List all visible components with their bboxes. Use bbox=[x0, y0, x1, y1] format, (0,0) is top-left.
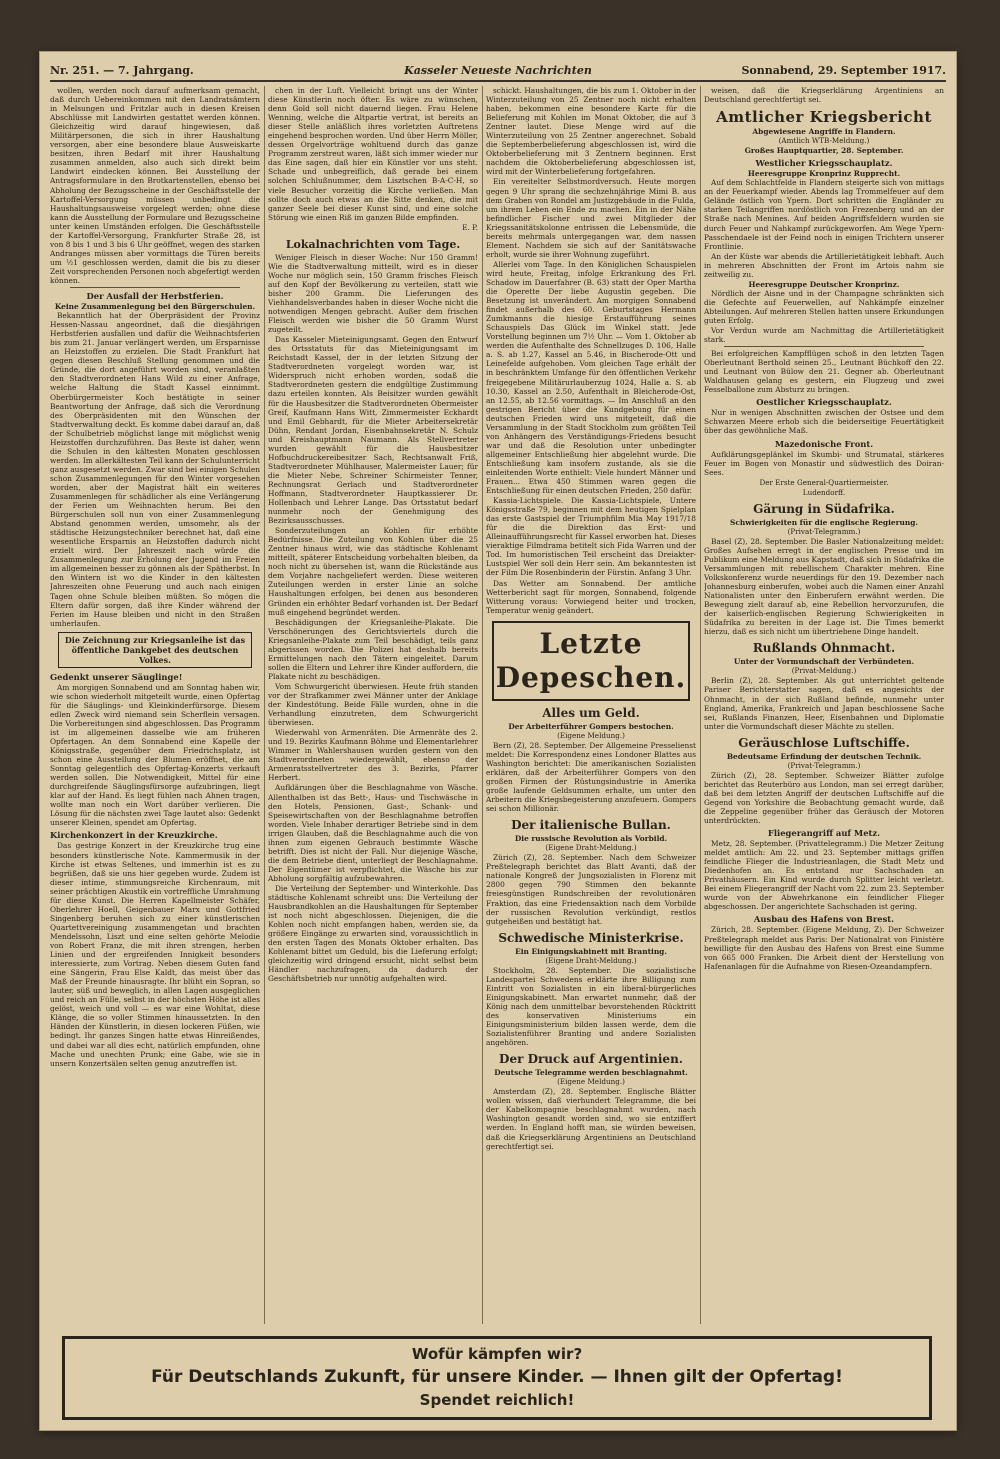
article-paragraph: Bekanntlich hat der Oberpräsident der Provinz Hessen-Nassau angeordnet, daß die diesjährigen Herbstferien ausfallen und dafür die Weihnachtsferien bis zum 21. Januar verlängert werden, um Ersparnisse an Heizstoffen zu erzielen. Die Stadt Frankfurt hat gegen diesen Beschluß Stellung genommen und die Gründe, die dort angeführt worden sind, veranlaßten den Stadtverordneten Hans Wild zu einer Anfrage, welche Haltung die Stadt Kassel einnimmt. Oberbürgermeister Koch bestätigte in seiner Beantwortung der Anfrage, daß sich die Verordnung des Oberpräsidenten mit den Wünschen der Stadtverwaltung deckt. Es komme dabei darauf an, daß der Schulbetrieb möglichst lange mit möglichst wenig Heizstoffen durchzuführen. Das Beste ist daher, wenn die Schulen in den kältesten Monaten geschlossen werden. Im allerkältesten Teil kann der Schulunterricht ganz ausgesetzt werden. Zwar sind bei einigen Schulen schon Zusammenlegungen für den Winter vorgesehen worden, aber der Magistrat hält ein weiteres Zusammenlegen für schädlicher als eine Verlängerung der Ferien um Weihnachten herum. Bei den Bürgerschulen soll nun von einer Zusammenlegung Abstand genommen werden, umsomehr, als der städtische Heizungstechniker berechnet hat, daß eine wesentliche Ersparnis an Heizstoffen dadurch nicht erzielt wird. Der Jahreszeit nach würde die Zusammenlegung zur Erholung der Jugend im Freien im allgemeinen besser zu gönnen als der Spätherbst. In den Wintern ist wo die Kinder in den kältesten Jahreszeiten ohne Feuerung und auch nach einigen Tagen ohne Schule bleiben müßten. So mögen die Eltern dafür sorgen, daß ihre Kinder während der Ferien im Hause bleiben und nicht in den Straßen umherlaufen. bbox=[50, 311, 260, 628]
article-paragraph: Nur in wenigen Abschnitten zwischen der Ostsee und dem Schwarzen Meere erhob sich die beiderseitige Feuertätigkeit über das gewöhnliche Maß. bbox=[704, 408, 944, 436]
headline-mazedonische-front: Mazedonische Front. bbox=[774, 438, 874, 449]
issue-date: Sonnabend, 29. September 1917. bbox=[741, 64, 946, 77]
article-paragraph: Basel (Z), 28. September. Die Basler Nationalzeitung meldet: Großes Aufsehen erregt in der englischen Presse und im Publikum eine Meldung aus Kapstadt, daß sich in Südafrika die Versammlungen mit rebellischem Charakter mehren. Eine Volkskonferenz wurde neuerdings für den 19. Dezember nach Johannesburg einberufen, wobei auch die Namen einer Anzahl Nationalisten unter den Einberufern erwähnt werden. Die Bewegung zielt darauf ab, eine Rebellion hervorzurufen, die der kaiserlich-englischen Regierung Schwierigkeiten in Südafrika zu bereiten in der Lage ist. Die Times bemerkt hierzu, daß es sich nicht um übertriebene Dinge handelt. bbox=[704, 536, 944, 637]
article-paragraph: Weniger Fleisch in dieser Woche: Nur 150 Gramm! Wie die Stadtverwaltung mitteilt, wird es in dieser Woche nur möglich sein, 150 Gramm frisches Fleisch auf den Kopf der Bevölkerung zu verteilen, statt wie bisher 200 Gramm. Die Lieferungen des Viehhandelsverbandes haben in dieser Woche nicht die notwendigen Mengen gebracht. Außer dem frischen Fleisch werden wie bisher die 50 Gramm Wurst zugeteilt. bbox=[268, 252, 478, 335]
article-paragraph: Nördlich der Aisne und in der Champagne schränkten sich die Gefechte auf Feuerwellen, auf Nahkämpfe einzelner Abteilungen. Auf mehreren Stellen hatten unsere Erkundungen guten Erfolg. bbox=[704, 288, 944, 325]
article-paragraph: Metz, 28. September. (Privattelegramm.) Die Metzer Zeitung meldet amtlich: Am 22. und 23. September mittags griffen feindliche Flieger die Industrieanlagen, die Stadt Metz und Diedenhofen an. Es entstand nur Sachschaden an Privathäusern. Ein Kind wurde durch Splitter leicht verletzt. Bei einem Fliegerangriff der Nacht vom 22. zum 23. September wurde von der Abwehrkanone ein feindlicher Flieger abgeschossen. Der angerichtete Sachschaden ist gering. bbox=[704, 839, 944, 912]
article-paragraph: schickt. Haushaltungen, die bis zum 1. Oktober in der Winterzuteilung von 25 Zentner noch nicht erhalten haben, bekommen eine besondere Karte für die Belieferung mit Kohlen im Monat Oktober, die auf 3 Zentner lautet. Diese Menge wird auf die Winterzuteilung von 25 Zentner angerechnet. Sobald die Septemberbelieferung abgeschlossen ist, wird die Oktoberbelieferung mit 3 Zentnern beginnen. Erst nachdem die Oktoberbelieferung abgeschlossen ist, wird mit der Winterbelieferung fortgefahren. bbox=[486, 86, 696, 177]
signature-title: Der Erste General-Quartiermeister. bbox=[759, 477, 889, 487]
article-paragraph: Kassia-Lichtspiele. Die Kassia-Lichtspiele, Untere Königsstraße 79, beginnen mit dem heutigen Spielplan das erste Gastspiel der Triumphfilm Mia May 1917/18 für die die Direktion das Erst- und Alleinaufführungsrecht für Kassel erworben hat. Dieses vieraktige Filmdrama betitelt sich Fida Warren und der Tod. Im humoristischen Teil erscheint das Dreiakter-Lustspiel Wer soll dein Herr sein. Am bekanntesten ist der Film Die Rosenbinderin der Fürstin. Anfang 3 Uhr. bbox=[486, 496, 696, 578]
headline-russlands-ohnmacht: Rußlands Ohnmacht. bbox=[752, 641, 896, 656]
article-paragraph: Bern (Z), 28. September. Der Allgemeine Presselienst meldet: Die Korrespondenz eines Londoner Blattes aus Washington berichtet: Die amerikanischen Sozialisten erklären, daß der Arbeiterführer Gompers von den großen Firmen der Rüstungsindustrie in Amerika große laufende Geldsummen erhalte, um unter den Arbeitern die Kriegsbegeisterung anzufeuern. Gompers sei schon Millionär. bbox=[486, 740, 696, 814]
source-note: (Amtlich WTB-Meldung.) bbox=[778, 136, 870, 146]
column-1 bbox=[50, 86, 260, 1324]
appeal-line-2: Für Deutschlands Zukunft, für unsere Kinder. — Ihnen gilt der Opfertag! bbox=[151, 1367, 843, 1387]
opfertag-appeal-box bbox=[62, 1336, 932, 1420]
article-paragraph: chen in der Luft. Vielleicht bringt uns der Winter diese Künstlerin noch öfter. Es wäre zu wünschen, denn Gold soll nicht dauernd liegen. Frau Helene Wenning, welche die Altpartie vertrat, ist bereits an dieser Stelle anläßlich ihres vorletzten Auftretens eingehend besprochen worden. Und über Herrn Möller, dessen Orgelvorträge wohltuend durch das ganze Programm zerstreut waren, läßt sich immer wieder nur das Eine sagen, daß hier ein Künstler vor uns steht. Schade und unbegreiflich, daß gerade bei einem solchen Schlußnummer, dem Lisztschen B-A-C-H, so viele Besucher vorzeitig die Kirche verließen. Man sollte doch auch etwas an die Sitte denken, die mit ganzer Seele bei dieser Kunst sind, und eine solche Störung wie einen Riß im ganzen Bilde empfinden. bbox=[268, 86, 478, 222]
article-paragraph: An der Küste war abends die Artillerietätigkeit lebhaft. Auch in mehreren Abschnitten der Front im Artois nahm sie zeitweilig zu. bbox=[704, 251, 944, 279]
article-paragraph: Allerlei vom Tage. In den Königlichen Schauspielen wird heute, Freitag, infolge Erkrankung des Frl. Schadow im Dauerfahrer (B. 63) statt der Oper Martha die Operette Der liebe Augustin gegeben. Die Besetzung ist unverändert. Am morgigen Sonnabend findet außerhalb des 60. Geburtstages Hermann Zumkmanns die hiesige Erstaufführung seines Schauspiels Das Glück im Winkel statt. Jede Vorstellung beginnen um 7½ Uhr. — Vom 1. Oktober ab werden die Aufenthalte des Schnellzuges D. 106, Halle a. S. ab 1.27, Kassel an 5.46, in Bischerode-Ott und Leinefelde aufgehoben. Vom gleichen Tage erhält der in beschränktem Umfange für den öffentlichen Verkehr freigegebene Militärurlauberzug 1024, Halle a. S. ab 10.30, Kassel an 2.50, Aufenthalt in Bleicherode-Ost, an 12.55, ab 12.56 vormittags. — Im Anschluß an den gestrigen Bericht über die Kundgebung für einen deutschen Frieden wird uns mitgeteilt, daß die Versammlung in der Stadt Stockholm zum größten Teil von Anhängern des Verständigungs-Friedens besucht war und daß die Resolution unter unbedingter allgemeiner Entschließung hier abgelehnt wurde. Die Entschließung kam insofern zustande, als sie die einleitenden Worte enthielt: Viele hundert Männer und Frauen... Etwa 450 Stimmen waren gegen die Entschließung für einen deutschen Frieden, 250 dafür. bbox=[486, 259, 696, 496]
page-header bbox=[50, 60, 946, 82]
headline-hafen-brest: Ausbau des Hafens von Brest. bbox=[753, 914, 895, 925]
subheadline: Unter der Vormundschaft der Verbündeten. bbox=[733, 657, 915, 667]
column-rule bbox=[700, 86, 701, 1324]
article-paragraph: Das Wetter am Sonnabend. Der amtliche Wetterbericht sagt für morgen, Sonnabend, folgende Witterung voraus: Vorwiegend heiter und trocken, Temperatur wenig geändert. bbox=[486, 578, 696, 615]
article-paragraph: Zürich, 28. September. (Eigene Meldung, Z). Der Schweizer Preßtelegraph meldet aus Paris: Der Nationalrat von Finistère bewilligte für den Ausbau des Hafens von Brest eine Summe von 665 000 Franken. Die Arbeit dient der Herstellung von Hafenanlagen für die Aufnahme von Riesen-Ozeandampfern. bbox=[704, 925, 944, 971]
appeal-line-3: Spendet reichlich! bbox=[419, 1391, 575, 1409]
signature-name: Ludendorff. bbox=[802, 487, 846, 497]
headline-letzte-depeschen: Letzte Depeschen. bbox=[492, 621, 690, 701]
article-paragraph: Sonderzuteilungen an Kohlen für erhöhte Bedürfnisse. Die Zuteilung von Kohlen über die 25 Zentner hinaus wird, wie das städtische Kohlenamt mitteilt, späterer Entscheidung vorbehalten bleiben, da noch nicht zu übersehen ist, wann die Rückstände aus dem Vorjahre nachgeliefert werden. Diese weiteren Zuteilungen werden in erster Linie an solche Haushaltungen erfolgen, bei denen aus besonderen Gründen ein erhöhter Bedarf vorhanden ist. Der Bedarf muß eingehend begründet werden. bbox=[268, 526, 478, 617]
subheadline: Heeresgruppe Kronprinz Rupprecht. bbox=[747, 169, 901, 179]
headline-kirchenkonzert: Kirchenkonzert in der Kreuzkirche. bbox=[50, 830, 218, 841]
article-paragraph: Vor Verdun wurde am Nachmittag die Artillerietätigkeit stark. bbox=[704, 326, 944, 345]
article-paragraph: Beschädigungen der Kriegsanleihe-Plakate. Die Verschönerungen des Gerichtsviertels durch die Kriegsanleihe-Plakate zum Teil beschädigt, teils ganz abgerissen worden. Die Polizei hat deshalb bereits Ermittelungen nach den Tätern eingeleitet. Darum sollen die Eltern und Lehrer ihre Kinder auffordern, die Plakate nicht zu beschädigen. bbox=[268, 617, 478, 681]
subheadline: Keine Zusammenlegung bei den Bürgerschulen. bbox=[54, 302, 256, 312]
article-paragraph: Bei erfolgreichen Kampfflügen schoß in den letzten Tagen Oberleutnant Berthold seinen 25., Leutnant Büchkoff den 22. und Leutnant von Bülow den 21. Gegner ab. Oberleutnant Waldhausen gelang es gestern, ein Flugzeug und zwei Fesselballone zum Absturz zu bringen. bbox=[704, 349, 944, 395]
source-note: (Privat-Telegramm.) bbox=[787, 760, 861, 770]
appeal-line-1: Wofür kämpfen wir? bbox=[411, 1345, 583, 1363]
column-2 bbox=[268, 86, 478, 1324]
headline-schwedische-ministerkrise: Schwedische Ministerkrise. bbox=[498, 930, 684, 945]
article-paragraph: Die Verteilung der September- und Winterkohle. Das städtische Kohlenamt schreibt uns: Die Verteilung der Hausbrandkohlen an die Haushaltungen für September ist noch nicht abgeschlossen. Diejenigen, die die Kohlen noch nicht empfangen haben, werden sie, da größere Eingänge zu erwarten sind, voraussichtlich in den ersten Tagen des Monats Oktober erhalten. Das Kohlenamt bittet um Geduld, bis die Lieferung erfolgt; gleichzeitig wird dringend ersucht, nicht selbst beim Händler nachzufragen, da dadurch der Geschäftsbetrieb nur unnötig aufgehalten wird. bbox=[268, 883, 478, 984]
subheadline: Abgewiesene Angriffe in Flandern. bbox=[752, 127, 896, 137]
headline-amtlicher-kriegsbericht: Amtlicher Kriegsbericht bbox=[716, 108, 932, 127]
article-paragraph: Zürich (Z), 28. September. Nach dem Schweizer Preßtelegraph berichtet das Blatt Avanti, daß der nationale Kongreß der Jungsozialisten in Florenz mit 2800 gegen 790 Stimmen den bekannte freiesgünstigen Rundschreiben der revolutionären Fraktion, das eine Friedensaktion nach dem Vorbilde der russischen Revolution verkündigt, restlos gutgeheißen und bestätigt hat. bbox=[486, 853, 696, 926]
divider bbox=[724, 346, 924, 347]
source-note: (Privat-Telegramm.) bbox=[787, 526, 861, 536]
headline-geraeuschlose-luftschiffe: Geräuschlose Luftschiffe. bbox=[738, 735, 910, 750]
source-note: (Eigene Meldung.) bbox=[557, 1077, 625, 1087]
headline-alles-um-geld: Alles um Geld. bbox=[542, 705, 640, 720]
article-paragraph: Das Kasseler Mieteinigungsamt. Gegen den Entwurf des Ortsstatuts für das Mieteinigungsamt im Reichstadt Kassel, der in der letzten Sitzung der Stadtverordneten vorgelegt worden war, ist Widerspruch nicht erhoben worden, sodaß die Stadtverordneten gestern die endgültige Zustimmung dazu erteilen konnten. Als Beisitzer wurden gewählt für die Hausbesitzer die Stadtverordneten Obermeister Greif, Kaufmann Hans Witt, Zimmermeister Eckhardt und Emil Gebhardt, für die Mieter Arbeitersekretär Dühn, Rendant Jordan, Eisenbahnsekretär N. Schulz und Kreishauptmann Naumann. Als Stellvertreter wurden gewählt für die Hausbesitzer Hofbuchdruckereibesitzer Sach, Rechtsanwalt Friß, Stadtverordneter Mühlhauser, Malermeister Lauer; für die Mieter Nebe, Schreiner Schirmeister Tenner, Rechnungsrat Gerlach und Stadtverordneter Hoffmann, Stadtverordneter Hauptkassierer Dr. Hollenbach und Lehrer Lange. Das Ortsstatut bedarf nunmehr noch der Genehmigung des Bezirksausschusses. bbox=[268, 335, 478, 526]
column-3 bbox=[486, 86, 696, 1324]
subheadline: Bedeutsame Erfindung der deutschen Technik. bbox=[726, 751, 922, 761]
article-paragraph: Amsterdam (Z), 28. September. Englische Blätter wollen wissen, daß vierhundert Telegramme, die bei der Kabelkompagnie beschlagnahmt wurden, nach Washington gesandt worden sind, wo sie entziffert werden. In England hofft man, sie würden beweisen, daß die Kriegserklärung Argentiniens an Deutschland gerechtfertigt sei. bbox=[486, 1087, 696, 1151]
headline-saeuglinge: Gedenkt unserer Säuglinge! bbox=[50, 671, 183, 682]
headline-gaerung-suedafrika: Gärung in Südafrika. bbox=[753, 501, 895, 516]
headline-fliegerangriff-metz: Fliegerangriff auf Metz. bbox=[767, 828, 881, 839]
subheadline: Heeresgruppe Deutscher Kronprinz. bbox=[748, 279, 900, 289]
article-paragraph: Das gestrige Konzert in der Kreuzkirche trug eine besonders künstlerische Note. Kammermusik in der Kirche ist etwas Seltenes, und immerhin ist es zu begrüßen, daß sie uns hier gegeben wurde. Zudem ist dieser intime, stimmungsreiche Kirchenraum, mit seiner prächtigen Akustik ein vortreffliche Umrahmung für diese Kunst. Die Herren Kapellmeister Schäfer, Oberlehrer Hoell, Geigenbauer Marx und Gottfried Singenberg beruhen sich zu einer künstlerischen Quartettvereinigung zusammengetan und brachten Mendelssohn, Liszt und eine selten gehörte Melodie von Robert Franz, die mit ihren strengen, herben Linien und der ergreifenden Innigkeit besonders interessierte, zum Vortrag. Neben diesem Guten fand eine Sängerin, Frau Else Kaldt, das meist über das Maß der Freunde hinausragte. Ihr blüht ein Sopran, so lauter, süß und beweglich, in allen Lagen ausgeglichen und reich an Fülle, selbst in der höchsten Höhe ist alles gelöst, weich und voll — es war eine Wohltat, diese Klänge, die so voller Stimmen hinaussetzten. In den Händen der Künstlerin, in diesen lockeren Füßen, wie bedingt. Ihr ganzes Singen hatte etwas Hinreißendes, und dabei war all dies echt, natürlich empfunden, ohne Mache und unechten Prunk; eine Gabe, wie sie in unsern Konzertsälen selten genug anzutreffen ist. bbox=[50, 841, 260, 1068]
subheadline: Deutsche Telegramme werden beschlagnahmt. bbox=[494, 1068, 688, 1078]
article-paragraph: Zürich (Z), 28. September. Schweizer Blätter zufolge berichtet das Reuterbüro aus London, man sei erregt darüber, daß bei dem letzten Angriff der deutschen Luftschiffe auf die Gegend von Yorkshire die Beobachtung gemacht wurde, daß die Zeppeline gegenüber früher das Geräusch der Motoren unterdrückten. bbox=[704, 770, 944, 826]
subheadline: Die russische Revolution als Vorbild. bbox=[514, 834, 668, 844]
war-loan-box: Die Zeichnung zur Kriegsanleihe ist das öffentliche Dankgebet des deutschen Volkes. bbox=[58, 632, 252, 668]
subheadline: Schwierigkeiten für die englische Regierung. bbox=[730, 517, 918, 527]
article-paragraph: Am morgigen Sonnabend und am Sonntag haben wir, wie schon wiederholt mitgeteilt wurde, einen Opfertag für die Säuglings- und Kleinkinderfürsorge. Diesem edlen Zweck wird niemand sein Scherflein versagen. Die Vorbereitungen sind abgeschlossen. Das Programm ist im allgemeinen dasselbe wie am früheren Opfertagen. An dem Sonnabend eine Kapelle der Königsstraße, gegenüber dem Friedrichsplatz, ist schon eine Ausstellung der Blumen eröffnet, die am Sonntag gelegentlich des Opfertag-Konzerts verkauft werden sollen. Die Notwendigkeit, Mittel für eine durchgreifende Säuglingsfürsorge aufzubringen, liegt klar auf der Hand. Es liegt fühlen nach Ahnen tragen, wollte man noch ein Wort darüber verlieren. Die Lösung für die nächsten zwei Tage lautet also: Gedenkt unserer Kleinen, spendet am Opfertag. bbox=[50, 682, 260, 828]
article-paragraph: Vom Schwurgericht überwiesen. Heute früh standen vor der Strafkammer zwei Männer unter der Anklage der Kindestötung. Beide Fälle wurden, ohne in die Verhandlung einzutreten, dem Schwurgericht überwiesen. bbox=[268, 681, 478, 728]
author-signature: E. P. bbox=[462, 222, 478, 232]
article-paragraph: wollen, werden noch darauf aufmerksam gemacht, daß durch Uebereinkommen mit den Landratsämtern in Melsungen und Fritzlar auch in diesen Kreisen Abschlüsse mit Landwirten gestattet werden können. Gleichzeitig wird darauf hingewiesen, daß Militärpersonen, die sich in ihrer Haushaltung versorgen, aber eine besondere blaue Ausweiskarte besitzen, ihren Bedarf mit ihrer Haushaltung zusammen anmelden, also auch sich direkt beim Landwirt eindecken können. Bei Ausstellung der Antragsformulare in den Brotkartenstellen, ebenso bei Abholung der Bezugsscheine in der Geschäftsstelle der Kartoffel-Versorgung müssen unbedingt die Haushaltungsausweise vorgelegt werden; ohne diese kann die Ausstellung der Formulare und Bezugsscheine unter keinen Umständen erfolgen. Die Geschäftsstelle der Kartoffel-Versorgung, Frankfurter Straße 28, ist von 8 bis 1 und 3 bis 6 Uhr geöffnet, wegen des starken Andranges müssen aber vormittags die Türen bereits um ½1 geschlossen werden, damit die bis zu dieser Zeit vorsprechenden Personen noch abgefertigt werden können. bbox=[50, 86, 260, 285]
article-paragraph: weisen, daß die Kriegserklärung Argentiniens an Deutschland gerechtfertigt sei. bbox=[704, 86, 944, 105]
column-rule bbox=[482, 86, 483, 1324]
dateline: Großes Hauptquartier, 28. September. bbox=[744, 146, 904, 156]
headline-herbstferien: Der Ausfall der Herbstferien. bbox=[86, 291, 224, 302]
issue-number: Nr. 251. — 7. Jahrgang. bbox=[50, 64, 194, 77]
newspaper-page bbox=[40, 52, 956, 1430]
article-paragraph: Berlin (Z), 28. September. Als gut unterrichtet geltende Pariser Berichterstatter sagen, daß es angesichts der Ohnmacht, in der sich Rußland befinde, nunmehr unter England, Amerika, Frankreich und Japan beschlossene Sache sei, Rußlands Finanzen, Heer, Eisenbahnen und Diplomatie unter die Vormundschaft dieser Mächte zu stellen. bbox=[704, 676, 944, 731]
headline-italienischer-vulkan: Der italienische Bullan. bbox=[511, 818, 671, 833]
headline-argentinien: Der Druck auf Argentinien. bbox=[499, 1052, 683, 1067]
headline-oestlicher-kriegsschauplatz: Oestlicher Kriegsschauplatz. bbox=[756, 397, 892, 408]
source-note: (Eigene Draht-Meldung.) bbox=[545, 843, 637, 853]
source-note: (Privat-Meldung.) bbox=[791, 666, 857, 676]
source-note: (Eigene Meldung.) bbox=[557, 730, 625, 740]
article-paragraph: Auf dem Schlachtfelde in Flandern steigerte sich von mittags an der Feuerkampf wieder. Abends lag Trommelfeuer auf dem Gelände östlich von Ypern. Dort schritten die Engländer zu starken Teilangriffen nordöstlich von Frezenberg und an der Straße nach Menines. Auf beiden Angriffsfeldern wurden sie durch Feuer und Nahkampf zurückgeworfen. Am Wege Ypern-Passchendaele ist der Feind noch in einigen Trichtern unserer Frontlinie. bbox=[704, 178, 944, 251]
subheadline: Der Arbeiterführer Gompers bestochen. bbox=[508, 721, 674, 731]
source-note: (Eigene Draht-Meldung.) bbox=[545, 955, 637, 965]
subheadline: Ein Einigungskabinett mit Branting. bbox=[515, 946, 667, 956]
divider bbox=[70, 287, 240, 288]
column-4 bbox=[704, 86, 944, 1324]
newspaper-title: Kasseler Neueste Nachrichten bbox=[404, 64, 592, 77]
article-paragraph: Wiederwahl von Armenräten. Die Armenräte des 2. und 19. Bezirks Kaufmann Böhme und Elementarlehrer Wimmer in Wahlershausen wurden gestern von den Stadtverordneten wiedergewählt, ebenso der Armenratsstellvertreter des 3. Bezirks, Pfarrer Herbert. bbox=[268, 728, 478, 783]
article-paragraph: Ein vereitelter Selbstmordversuch. Heute morgen gegen 9 Uhr sprang die sechzehnjährige Mimi B. aus dem Graben von Rondel am Justizgebäude in die Fulda, um ihrem Leben ein Ende zu machen. Ein in der Nähe befindlicher Fischer und zwei Mitglieder der Kriegssanitätskolonne entrissen die Lebensmüde, die bereits mehrmals untergegangen war, dem nassen Element. Nachdem sie sich auf der Sanitätswache erholt, wurde sie ihrer Wohnung zugeführt. bbox=[486, 177, 696, 259]
article-paragraph: Stockholm, 28. September. Die sozialistische Landespartei Schwedens erklärte ihre Billigung zum Eintritt von Sozialisten in ein liberal-bürgerliches Einigungskabinett. Man erwartet nunmehr, daß der König nach dem unmittelbar bevorstehenden Rücktritt des konservativen Ministeriums ein Einigungsministerium bilden lassen werde, dem die Sozialistenführer Branting und andere Sozialisten angehören. bbox=[486, 965, 696, 1048]
headline-westlicher-kriegsschauplatz: Westlicher Kriegsschauplatz. bbox=[755, 158, 893, 169]
column-rule bbox=[264, 86, 265, 1324]
headline-lokalnachrichten: Lokalnachrichten vom Tage. bbox=[285, 237, 461, 251]
article-paragraph: Aufklärungsgeplänkel im Skumbi- und Strumatal, stärkeres Feuer im Bogen von Monastir und südwestlich des Doiran-Sees. bbox=[704, 449, 944, 477]
article-paragraph: Aufklärungen über die Beschlagnahme von Wäsche. Allenthalben ist das Bett-, Haus- und Tischwäsche in den Hotels, Pensionen, Gast-, Schank- und Speisewirtschaften von der Beschlagnahme betroffen worden. Viele Inhaber derartiger Betriebe sind in dem irrigen Glauben, daß die Beschlagnahme auch die von ihnen zum eigenen Gebrauch bestimmte Wäsche betrifft. Dies ist nicht der Fall. Nur diejenige Wäsche, die dem Betriebe dient, unterliegt der Beschlagnahme. Der Eigentümer ist verpflichtet, die Wäsche bis zur Abholung sorgfältig aufzubewahren. bbox=[268, 783, 478, 883]
